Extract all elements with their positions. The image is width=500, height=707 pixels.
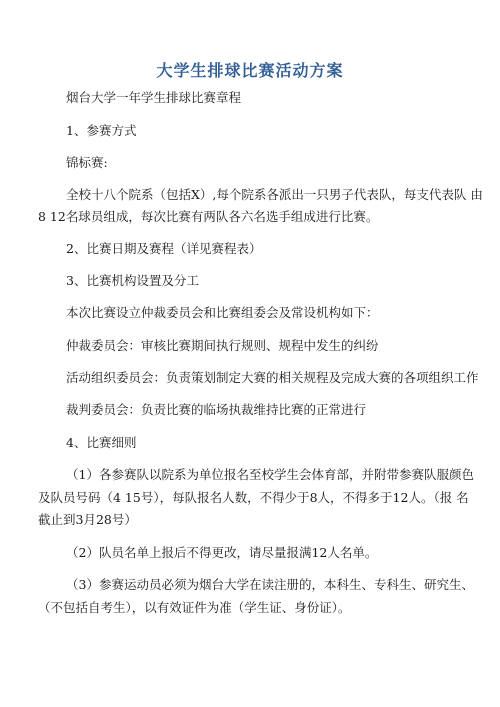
paragraph-line: （2）队员名单上报后不得更改，请尽量报满12人名单。: [66, 545, 378, 560]
paragraph-line: （不包括自考生），以有效证件为准（学生证、身份证）。: [38, 600, 351, 615]
paragraph-line: 及队员号码（4 15号），每队报名人数，不得少于8人，不得多于12人。（报 名: [38, 490, 469, 505]
paragraph-line: 全校十八个院系（包括X）,每个院系各派出一只男子代表队，每支代表队 由: [66, 187, 483, 202]
paragraph-line: 截止到3月28号）: [38, 512, 137, 527]
section-heading-3: 3、比赛机构设置及分工: [66, 273, 199, 288]
paragraph-line: 裁判委员会：负责比赛的临场执裁维持比赛的正常进行: [66, 402, 367, 417]
subtitle-line: 烟台大学一年学生排球比赛章程: [66, 90, 242, 105]
paragraph-line: （1）各参赛队以院系为单位报名至校学生会体育部，并附带参赛队服颜色: [66, 467, 474, 482]
document-title: 大学生排球比赛活动方案: [156, 61, 344, 80]
section-heading-1: 1、参赛方式: [66, 123, 137, 138]
paragraph-line: 锦标赛:: [66, 155, 108, 170]
paragraph-line: 仲裁委员会：审核比赛期间执行规则、规程中发生的纠纷: [66, 338, 379, 353]
paragraph-line: 本次比赛设立仲裁委员会和比赛组委会及常设机构如下：: [66, 305, 379, 320]
section-heading-2: 2、比赛日期及赛程（详见赛程表）: [66, 241, 262, 256]
paragraph-line: （3）参赛运动员必须为烟台大学在读注册的，本科生、专科生、研究生、: [66, 577, 474, 592]
section-heading-4: 4、比赛细则: [66, 435, 137, 450]
paragraph-line: 活动组织委员会：负责策划制定大赛的相关规程及完成大赛的各项组织工作: [66, 370, 479, 385]
paragraph-line: 8 12名球员组成，每次比赛有两队各六名选手组成进行比赛。: [38, 209, 379, 224]
